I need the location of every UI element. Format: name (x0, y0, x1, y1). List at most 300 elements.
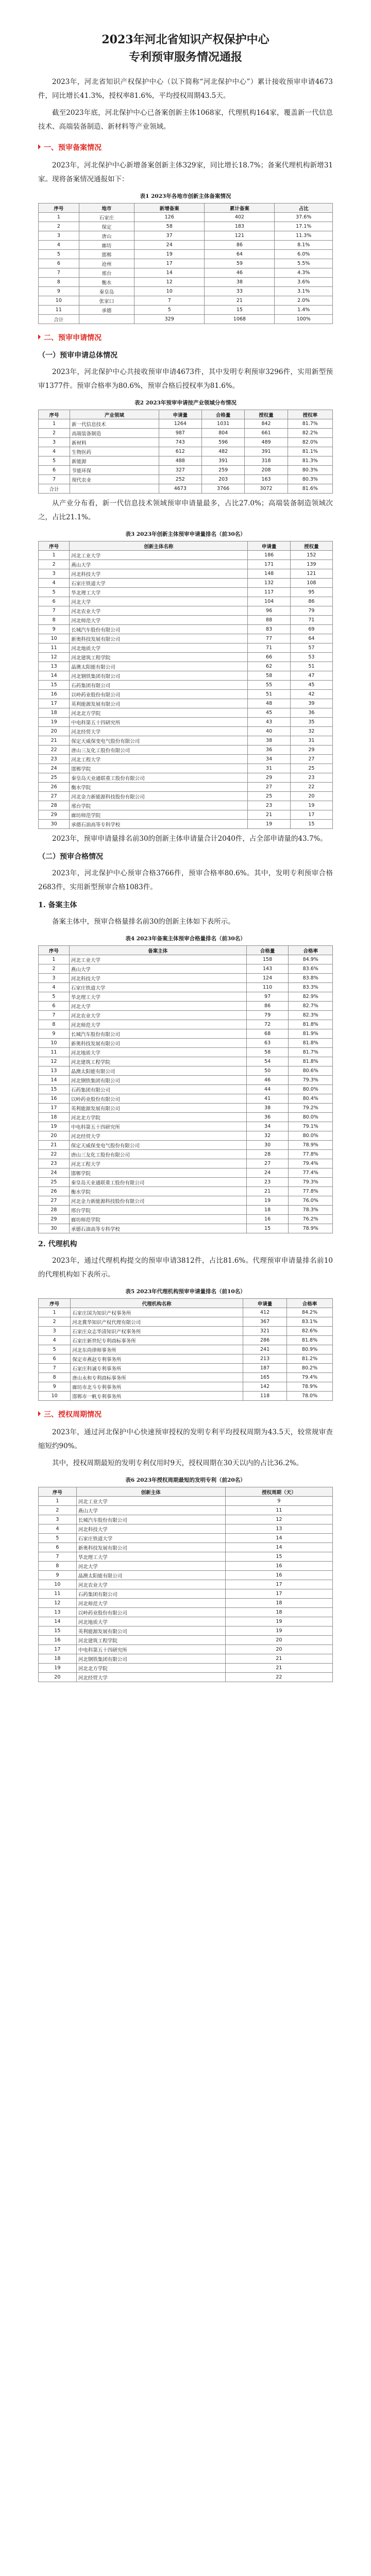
table-cell: 18 (39, 1113, 70, 1122)
table-row (39, 671, 333, 681)
table-row (39, 315, 333, 324)
table-cell: 24 (134, 241, 205, 250)
table-cell: 81.3% (288, 456, 332, 466)
table-row (39, 1534, 333, 1543)
table-cell: 15 (39, 1626, 77, 1636)
table-cell: 68 (246, 1029, 289, 1039)
table-header-cell: 累计备案 (205, 204, 275, 213)
table-cell: 以岭药业股份有限公司 (69, 1094, 246, 1104)
table-row (39, 1131, 333, 1141)
paragraph-after-table2: 从产业分布看，新一代信息技术领域预审申请量最多，占比27.0%；高端装备制造领域次之，占比21.1%。 (38, 499, 333, 521)
table-cell: 5 (39, 1534, 77, 1543)
table-header-cell: 序号 (39, 1487, 77, 1497)
table-cell: 21 (39, 736, 70, 745)
table-cell: 12 (39, 1057, 70, 1066)
table-cell: 3 (39, 231, 79, 241)
table-row (39, 259, 333, 268)
table-cell: 48 (248, 699, 290, 708)
table-cell: 152 (290, 551, 332, 560)
table-cell: 1 (39, 551, 70, 560)
table-cell: 河北北方学院 (70, 708, 248, 718)
table-cell: 18 (225, 1599, 332, 1608)
table-cell: 58 (246, 1048, 289, 1057)
table-cell: 4 (39, 579, 70, 588)
section3-paragraph-2: 其中，授权周期最短的发明专利仅用时9天，授权周期在30天以内的占比36.2%。 (52, 1459, 303, 1467)
table-header-row (39, 1299, 333, 1308)
table-cell: 83 (248, 625, 290, 634)
table-row (39, 1589, 333, 1599)
table-cell: 3.1% (275, 287, 333, 296)
table-cell: 5 (39, 250, 79, 259)
table-cell: 保定 (79, 222, 134, 231)
table-cell: 81.8% (287, 1336, 333, 1345)
table-row (39, 429, 333, 438)
table-cell: 82.6% (287, 1327, 333, 1336)
table-cell: 廊坊 (79, 241, 134, 250)
table-cell: 35 (290, 718, 332, 727)
table-cell: 108 (290, 579, 332, 588)
table-row (39, 278, 333, 287)
table-cell: 河北钢铁集团有限公司 (69, 1076, 246, 1085)
table-cell: 6 (39, 1354, 71, 1364)
table-cell: 秦皇岛 (79, 287, 134, 296)
table-cell: 57 (290, 643, 332, 653)
table-cell: 17 (39, 1645, 77, 1654)
table-cell: 203 (201, 475, 244, 484)
table-row (39, 690, 333, 699)
table-cell: 9 (39, 1571, 77, 1580)
table-cell: 19 (225, 1626, 332, 1636)
table-cell: 86 (290, 597, 332, 606)
table-header-cell: 授权率 (288, 410, 332, 419)
table-cell: 6 (39, 597, 70, 606)
table-cell: 76.0% (289, 1196, 333, 1206)
table-cell: 79.3% (289, 1076, 333, 1085)
table-cell: 张家口 (79, 296, 134, 306)
table-cell: 54 (246, 1057, 289, 1066)
table-cell: 生物医药 (70, 447, 159, 456)
table-cell: 29 (39, 810, 70, 820)
table-cell: 39 (290, 699, 332, 708)
table-cell: 81.8% (289, 1057, 333, 1066)
table-cell: 廊坊师范学院 (70, 810, 248, 820)
table-cell: 31 (290, 736, 332, 745)
table-cell: 19 (225, 1617, 332, 1626)
table-cell: 28 (39, 801, 70, 810)
table-cell: 13 (39, 662, 70, 671)
table-cell: 29 (290, 745, 332, 755)
table-row (39, 773, 333, 783)
table-cell: 34 (246, 1122, 289, 1131)
table-row (39, 484, 333, 494)
table-cell: 15 (39, 1085, 70, 1094)
table-row (39, 213, 333, 222)
table-row (39, 662, 333, 671)
table-cell: 21 (246, 1187, 289, 1196)
table-cell: 23 (39, 755, 70, 764)
section1-paragraph: 2023年，河北保护中心新增备案创新主体329家，同比增长18.7%；备案代理机构新增31家。现将备案情况通报如下： (38, 161, 333, 183)
table-cell: 现代农业 (70, 475, 159, 484)
table-cell: 12 (134, 278, 205, 287)
table-cell: 河北工业大学 (70, 551, 248, 560)
table-row (39, 475, 333, 484)
table-cell: 96 (248, 606, 290, 616)
table-cell: 21 (39, 1141, 70, 1150)
table-cell: 河北北方学院 (69, 1113, 246, 1122)
title-line-2: 专利预审服务情况通报 (128, 50, 242, 64)
table-cell: 6 (39, 1543, 77, 1552)
table-cell: 4 (39, 447, 70, 456)
table-row (39, 1562, 333, 1571)
table-cell: 以岭药业股份有限公司 (70, 690, 248, 699)
table-cell: 36 (290, 708, 332, 718)
table-cell: 488 (159, 456, 201, 466)
table-header-row (39, 946, 333, 955)
section-heading-3: 三、授权周期情况 (38, 1408, 333, 1421)
table-cell: 79.4% (289, 1159, 333, 1168)
table-row (39, 699, 333, 708)
table-cell: 9 (39, 1382, 71, 1392)
table-cell: 11 (225, 1506, 332, 1515)
table-cell: 27 (248, 783, 290, 792)
table-cell: 承德石油高等专科学校 (70, 820, 248, 829)
table-cell: 1.4% (275, 306, 333, 315)
table-cell: 117 (248, 588, 290, 597)
table-cell: 27 (39, 792, 70, 801)
table-cell: 河北钢铁集团有限公司 (70, 671, 248, 681)
table-cell: 新奥科技发展有限公司 (70, 634, 248, 643)
table-cell: 83.3% (289, 983, 333, 992)
table-cell: 79.1% (289, 1122, 333, 1131)
table-cell: 河北科技大学 (69, 974, 246, 983)
table-cell: 84.2% (287, 1308, 333, 1317)
table-cell: 石家庄铁道大学 (70, 579, 248, 588)
table-cell: 25 (290, 764, 332, 773)
table-header-cell: 地市 (79, 204, 134, 213)
table5-caption: 表5 2023年代理机构预审申请量排名（前10名） (125, 1289, 246, 1295)
table-cell: 唐山三友化工股份有限公司 (69, 1150, 246, 1159)
table-cell: 21 (225, 1664, 332, 1673)
table-cell: 河北钢铁集团有限公司 (76, 1654, 225, 1664)
table-cell: 河北经贸大学 (70, 727, 248, 736)
table-cell: 邯郸学院 (69, 1168, 246, 1178)
table-row (39, 1327, 333, 1336)
table-cell: 1 (39, 419, 70, 429)
table-cell: 石家庄 (79, 213, 134, 222)
table-cell: 26 (39, 783, 70, 792)
table-cell: 163 (245, 475, 288, 484)
table-row (39, 783, 333, 792)
table-cell: 80.4% (289, 1094, 333, 1104)
table-cell: 15 (39, 681, 70, 690)
table-cell: 19 (246, 1196, 289, 1206)
table-cell: 72 (246, 1020, 289, 1029)
table-cell: 25 (39, 773, 70, 783)
table-row (39, 643, 333, 653)
table-cell: 82.2% (288, 429, 332, 438)
table-cell: 河北东尚律师事务所 (71, 1345, 243, 1354)
table-cell: 81.8% (289, 1020, 333, 1029)
table-cell: 1 (39, 1497, 77, 1506)
table-cell (79, 315, 134, 324)
table-cell (70, 484, 159, 494)
table-cell: 沧州 (79, 259, 134, 268)
table-row (39, 1029, 333, 1039)
table-cell: 11 (39, 1589, 77, 1599)
table-cell: 20 (290, 792, 332, 801)
table-cell: 22 (290, 783, 332, 792)
table-row (39, 801, 333, 810)
table-cell: 64 (205, 250, 275, 259)
table-header-cell: 创新主体名称 (70, 541, 248, 551)
table-row (39, 447, 333, 456)
table2-caption: 表2 2023年预审申请按产业领域分布情况 (134, 400, 237, 406)
table4-caption: 表4 2023年备案主体预审合格量排名（前30名） (125, 936, 246, 942)
table-cell: 82.9% (289, 992, 333, 1002)
table-cell: 62 (248, 662, 290, 671)
table-cell: 5 (39, 1345, 71, 1354)
table1 (38, 203, 333, 324)
document-title (38, 31, 333, 66)
table-cell: 2.0% (275, 296, 333, 306)
table-cell: 18 (39, 708, 70, 718)
table-cell: 4 (39, 1336, 71, 1345)
table-row (39, 1373, 333, 1382)
table-cell: 86 (246, 1002, 289, 1011)
table-cell: 26 (39, 1187, 70, 1196)
table-cell: 6 (39, 1002, 70, 1011)
table-row (39, 1178, 333, 1187)
table-row (39, 1599, 333, 1608)
table-cell: 长城汽车股份有限公司 (76, 1515, 225, 1524)
table-cell: 80.2% (287, 1364, 333, 1373)
table-cell: 80.0% (289, 1131, 333, 1141)
table-cell: 1 (39, 1308, 71, 1317)
table-header-cell: 授权量 (290, 541, 332, 551)
table-cell: 12 (39, 653, 70, 662)
table-cell: 80.6% (289, 1066, 333, 1076)
table-cell: 16 (39, 690, 70, 699)
table-row (39, 708, 333, 718)
table-cell: 石药集团有限公司 (69, 1085, 246, 1094)
table-cell: 河北经贸大学 (76, 1673, 225, 1682)
table-cell: 唐山 (79, 231, 134, 241)
table-row (39, 1673, 333, 1682)
table-cell: 中电科第五十四研究所 (76, 1645, 225, 1654)
table-cell: 河北大学 (76, 1562, 225, 1571)
table-cell: 秦皇岛天业通联重工股份有限公司 (69, 1178, 246, 1187)
table-cell: 55 (248, 681, 290, 690)
table-cell: 河北大学 (69, 1002, 246, 1011)
table-row (39, 1543, 333, 1552)
table-cell: 97 (246, 992, 289, 1002)
table-cell: 30 (246, 1141, 289, 1150)
table-header-cell: 合格率 (289, 946, 333, 955)
table-cell: 保定天威保变电气股份有限公司 (69, 1141, 246, 1150)
table-cell: 17 (39, 1104, 70, 1113)
table-row (39, 625, 333, 634)
table-row (39, 1515, 333, 1524)
table-cell: 廊坊市北斗专利事务所 (71, 1382, 243, 1392)
table-row (39, 1150, 333, 1159)
table-row (39, 1159, 333, 1168)
table-cell: 长城汽车股份有限公司 (69, 1029, 246, 1039)
table-cell: 23 (248, 801, 290, 810)
table-cell: 16 (246, 1215, 289, 1224)
table-cell: 804 (201, 429, 244, 438)
table-cell: 1 (39, 213, 79, 222)
table-row (39, 1626, 333, 1636)
table-cell: 38 (205, 278, 275, 287)
table-cell: 英利能源发展有限公司 (76, 1626, 225, 1636)
table-row (39, 820, 333, 829)
table-cell: 489 (245, 438, 288, 447)
table-cell: 171 (248, 560, 290, 569)
paragraph-filing-entities: 备案主体中，预审合格量排名前30的创新主体如下表所示。 (52, 918, 235, 926)
table-cell: 19 (134, 250, 205, 259)
table-header-cell: 创新主体 (76, 1487, 225, 1497)
section-marker-icon (38, 334, 41, 340)
table-cell: 10 (39, 296, 79, 306)
table-cell: 612 (159, 447, 201, 456)
table-cell: 22 (39, 1150, 70, 1159)
table-cell: 76.2% (289, 1215, 333, 1224)
table-cell: 24 (246, 1168, 289, 1178)
table-row (39, 1057, 333, 1066)
table-cell: 80.3% (288, 466, 332, 475)
table-cell: 6 (39, 259, 79, 268)
table-cell: 148 (248, 569, 290, 579)
subheading-filing-entities: 1. 备案主体 (38, 901, 77, 909)
table-cell: 3 (39, 438, 70, 447)
table-cell: 合计 (39, 315, 79, 324)
table-cell: 23 (246, 1178, 289, 1187)
table-cell: 2 (39, 429, 70, 438)
table-row (39, 1571, 333, 1580)
table5 (38, 1298, 333, 1401)
table-row (39, 1552, 333, 1562)
table-row (39, 1382, 333, 1392)
table-cell: 河北金力新能源科技股份有限公司 (70, 792, 248, 801)
table-cell: 7 (39, 268, 79, 278)
table-cell: 石家庄众志华清知识产权事务所 (71, 1327, 243, 1336)
table-cell: 5 (39, 588, 70, 597)
table-cell: 71 (290, 616, 332, 625)
intro-paragraph-2: 截至2023年底，河北保护中心已备案创新主体1068家，代理机构164家，覆盖新一代信息技术、高端装备制造、新材料等产业领域。 (38, 109, 333, 131)
table-cell: 41 (246, 1094, 289, 1104)
table-cell: 46 (205, 268, 275, 278)
table-cell: 1068 (205, 315, 275, 324)
table-cell: 新能源 (70, 456, 159, 466)
table-cell: 10 (39, 1392, 71, 1401)
table-cell: 51 (290, 662, 332, 671)
table-cell: 10 (39, 1039, 70, 1048)
title-line-1: 2023年河北省知识产权保护中心 (102, 33, 269, 46)
table-cell: 58 (248, 671, 290, 681)
table-row (39, 456, 333, 466)
table-cell: 77 (248, 634, 290, 643)
table-cell: 367 (243, 1317, 287, 1327)
table-row (39, 250, 333, 259)
table-cell: 51 (248, 690, 290, 699)
table-row (39, 1345, 333, 1354)
table-cell: 16 (225, 1571, 332, 1580)
table-cell: 20 (39, 1673, 77, 1682)
table-cell: 7 (134, 296, 205, 306)
table-cell: 秦皇岛天业通联重工股份有限公司 (70, 773, 248, 783)
table-cell: 节能环保 (70, 466, 159, 475)
table-cell: 河北经贸大学 (69, 1131, 246, 1141)
table-header-cell: 合格量 (201, 410, 244, 419)
table-cell: 987 (159, 429, 201, 438)
table-cell: 新材料 (70, 438, 159, 447)
table-row (39, 551, 333, 560)
table-cell: 86 (205, 241, 275, 250)
table-cell: 80.0% (289, 1085, 333, 1094)
table-cell: 24 (39, 1168, 70, 1178)
table-cell: 14 (39, 671, 70, 681)
table-cell: 79 (290, 606, 332, 616)
table-cell: 13 (225, 1524, 332, 1534)
table-row (39, 1122, 333, 1131)
table-cell: 燕山大学 (76, 1506, 225, 1515)
table-cell: 河北大学 (70, 597, 248, 606)
section-heading-2: 二、预审申请情况 (38, 331, 333, 345)
table-cell: 3 (39, 569, 70, 579)
table-cell: 10 (134, 287, 205, 296)
table-cell: 81.7% (289, 1048, 333, 1057)
table-cell: 44 (246, 1085, 289, 1094)
table-cell: 43 (248, 718, 290, 727)
table-cell: 17 (134, 259, 205, 268)
table-header-cell: 备案主体 (69, 946, 246, 955)
table-row (39, 1354, 333, 1364)
table-header-row (39, 410, 333, 419)
table-cell: 18 (39, 1654, 77, 1664)
table-cell: 77.8% (289, 1150, 333, 1159)
table-cell: 37.6% (275, 213, 333, 222)
table-cell: 25 (39, 1178, 70, 1187)
table-cell: 17.1% (275, 222, 333, 231)
table-cell: 8 (39, 616, 70, 625)
table-row (39, 1215, 333, 1224)
table-cell: 596 (201, 438, 244, 447)
table-cell: 30 (39, 1224, 70, 1233)
table-header-cell: 序号 (39, 204, 79, 213)
table-row (39, 727, 333, 736)
table-cell: 12 (39, 1599, 77, 1608)
table-cell: 142 (243, 1382, 287, 1392)
table-row (39, 1317, 333, 1327)
table-cell: 石家庄铁道大学 (76, 1534, 225, 1543)
table-cell: 213 (243, 1354, 287, 1364)
table-row (39, 792, 333, 801)
table-header-cell: 合格率 (287, 1299, 333, 1308)
table-cell: 37 (134, 231, 205, 241)
table-cell: 8 (39, 278, 79, 287)
table-row (39, 764, 333, 773)
table-cell: 132 (248, 579, 290, 588)
table-cell: 17 (290, 810, 332, 820)
table-cell: 36 (248, 745, 290, 755)
table-row (39, 222, 333, 231)
table-cell: 河北农业大学 (70, 606, 248, 616)
table-cell: 17 (225, 1589, 332, 1599)
table-cell: 81.7% (288, 419, 332, 429)
section-marker-icon (38, 1411, 41, 1416)
table-row (39, 1617, 333, 1626)
table-row (39, 736, 333, 745)
